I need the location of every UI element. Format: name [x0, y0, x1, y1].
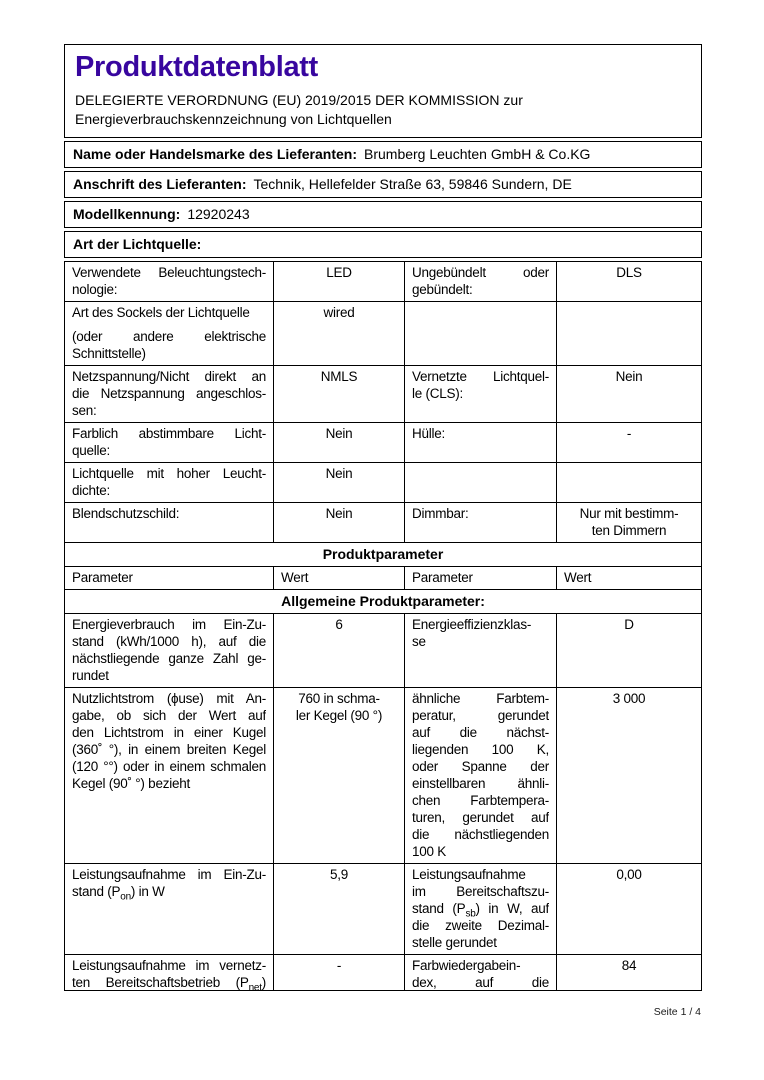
row-socket-type-cell-1: Art des Sockels der Lichtquelle (oder andere elektrische Schnittstelle) — [65, 302, 274, 366]
light-source-type-row — [64, 231, 702, 258]
regulation-subtitle-line1: DELEGIERTE VERORDNUNG (EU) 2019/2015 DER KOMMISSION zur — [75, 92, 523, 108]
row-mains-voltage-cell-4: Nein — [557, 366, 702, 423]
row-networked-standby-power-cell-4: 84 — [557, 955, 702, 991]
supplier-name-row-value: Brumberg Leuchten GmbH & Co.KG — [364, 146, 591, 162]
supplier-name-row-label: Name oder Handelsmarke des Lieferanten: — [73, 146, 357, 162]
section-produktparameter-title: Produktparameter — [65, 543, 702, 567]
supplier-info-section — [64, 141, 702, 258]
row-useful-luminous-flux-cell-4: 3 000 — [557, 688, 702, 864]
row-networked-standby-power-cell-1: Leistungsaufnahme im vernetz- ten Bereitschaftsbetrieb $(P_{net})$ — [65, 955, 274, 991]
supplier-name-row — [64, 141, 702, 168]
page-break-line — [64, 990, 702, 991]
row-energy-consumption-cell-3: Energieeffizienzklas- se — [405, 614, 557, 688]
row-useful-luminous-flux-cell-3: ähnliche Farbtem- peratur, gerundet auf die nächst- liegenden 100 K, oder Spanne der einstellbaren ähnli- chen Farbtempera- turen, gerundet auf die nächstliegenden 100 K — [405, 688, 557, 864]
product-parameters-table — [64, 261, 702, 990]
row-parameter-wert-header-cell-4: Wert — [557, 567, 702, 590]
row-on-mode-power-cell-2: 5,9 — [274, 864, 405, 955]
row-glare-shield-cell-4: Nur mit bestimm- ten Dimmern — [557, 503, 702, 543]
row-on-mode-power-cell-3: Leistungsaufnahme im Bereitschaftszu- stand $(P_{sb})$ in W, auf die zweite Dezimal- stelle gerundet — [405, 864, 557, 955]
row-glare-shield-cell-2: Nein — [274, 503, 405, 543]
row-glare-shield-cell-3: Dimmbar: — [405, 503, 557, 543]
row-socket-type — [65, 302, 702, 366]
row-mains-voltage-cell-2: NMLS — [274, 366, 405, 423]
regulation-subtitle — [75, 91, 691, 129]
document-page — [64, 44, 702, 990]
row-lighting-technology-cell-1: Verwendete Beleuchtungstech- nologie: — [65, 262, 274, 302]
supplier-address-row-value: Technik, Hellefelder Straße 63, 59846 Sundern, DE — [253, 176, 572, 192]
row-socket-type-cell-2: wired — [274, 302, 405, 366]
row-energy-consumption-cell-4: D — [557, 614, 702, 688]
supplier-address-row — [64, 171, 702, 198]
row-useful-luminous-flux-cell-2: 760 in schma- ler Kegel (90 °) — [274, 688, 405, 864]
row-lighting-technology-cell-4: DLS — [557, 262, 702, 302]
light-source-type-row-label: Art der Lichtquelle: — [73, 236, 202, 252]
row-color-tunable-cell-4: - — [557, 423, 702, 463]
row-glare-shield — [65, 503, 702, 543]
row-socket-type-cell-3 — [405, 302, 557, 366]
row-energy-consumption-cell-1: Energieverbrauch im Ein-Zu- stand (kWh/1000 h), auf die nächstliegende ganze Zahl ge- rundet — [65, 614, 274, 688]
document-header — [64, 44, 702, 138]
section-allgemeine-produktparameter — [65, 590, 702, 614]
row-parameter-wert-header-cell-2: Wert — [274, 567, 405, 590]
model-id-row — [64, 201, 702, 228]
row-high-luminance-cell-2: Nein — [274, 463, 405, 503]
regulation-subtitle-line2: Energieverbrauchskennzeichnung von Lichtquellen — [75, 111, 392, 127]
row-color-tunable-cell-1: Farblich abstimmbare Licht- quelle: — [65, 423, 274, 463]
row-parameter-wert-header — [65, 567, 702, 590]
row-on-mode-power — [65, 864, 702, 955]
row-on-mode-power-cell-1: Leistungsaufnahme im Ein-Zu- stand $(P_{on})$ in W — [65, 864, 274, 955]
row-networked-standby-power — [65, 955, 702, 991]
row-color-tunable-cell-2: Nein — [274, 423, 405, 463]
section-allgemeine-produktparameter-title: Allgemeine Produktparameter: — [65, 590, 702, 614]
model-id-row-label: Modellkennung: — [73, 206, 181, 222]
row-energy-consumption-cell-2: 6 — [274, 614, 405, 688]
model-id-row-value: 12920243 — [187, 206, 250, 222]
row-lighting-technology — [65, 262, 702, 302]
row-lighting-technology-cell-3: Ungebündelt oder gebündelt: — [405, 262, 557, 302]
row-energy-consumption — [65, 614, 702, 688]
row-mains-voltage-cell-3: Vernetzte Lichtquel- le (CLS): — [405, 366, 557, 423]
row-high-luminance-cell-3 — [405, 463, 557, 503]
row-useful-luminous-flux-cell-1: Nutzlichtstrom (ϕuse) mit An- gabe, ob sich der Wert auf den Lichtstrom in einer Kugel (360˚ °), in einem breiten Kegel (120 °°) oder in einem schmalen Kegel (90˚ °) bezieht — [65, 688, 274, 864]
row-mains-voltage-cell-1: Netzspannung/Nicht direkt an die Netzspannung angeschlos- sen: — [65, 366, 274, 423]
supplier-address-row-label: Anschrift des Lieferanten: — [73, 176, 247, 192]
row-parameter-wert-header-cell-1: Parameter — [65, 567, 274, 590]
page-title: Produktdatenblatt — [75, 51, 319, 83]
row-useful-luminous-flux — [65, 688, 702, 864]
row-networked-standby-power-cell-2: - — [274, 955, 405, 991]
row-glare-shield-cell-1: Blendschutzschild: — [65, 503, 274, 543]
section-produktparameter — [65, 543, 702, 567]
row-color-tunable — [65, 423, 702, 463]
page-number: Seite 1 / 4 — [653, 1006, 701, 1018]
row-high-luminance — [65, 463, 702, 503]
row-high-luminance-cell-1: Lichtquelle mit hoher Leucht- dichte: — [65, 463, 274, 503]
row-networked-standby-power-cell-3: Farbwiedergabein- dex, auf die — [405, 955, 557, 991]
row-lighting-technology-cell-2: LED — [274, 262, 405, 302]
row-color-tunable-cell-3: Hülle: — [405, 423, 557, 463]
row-on-mode-power-cell-4: 0,00 — [557, 864, 702, 955]
row-high-luminance-cell-4 — [557, 463, 702, 503]
row-mains-voltage — [65, 366, 702, 423]
row-parameter-wert-header-cell-3: Parameter — [405, 567, 557, 590]
row-socket-type-cell-4 — [557, 302, 702, 366]
